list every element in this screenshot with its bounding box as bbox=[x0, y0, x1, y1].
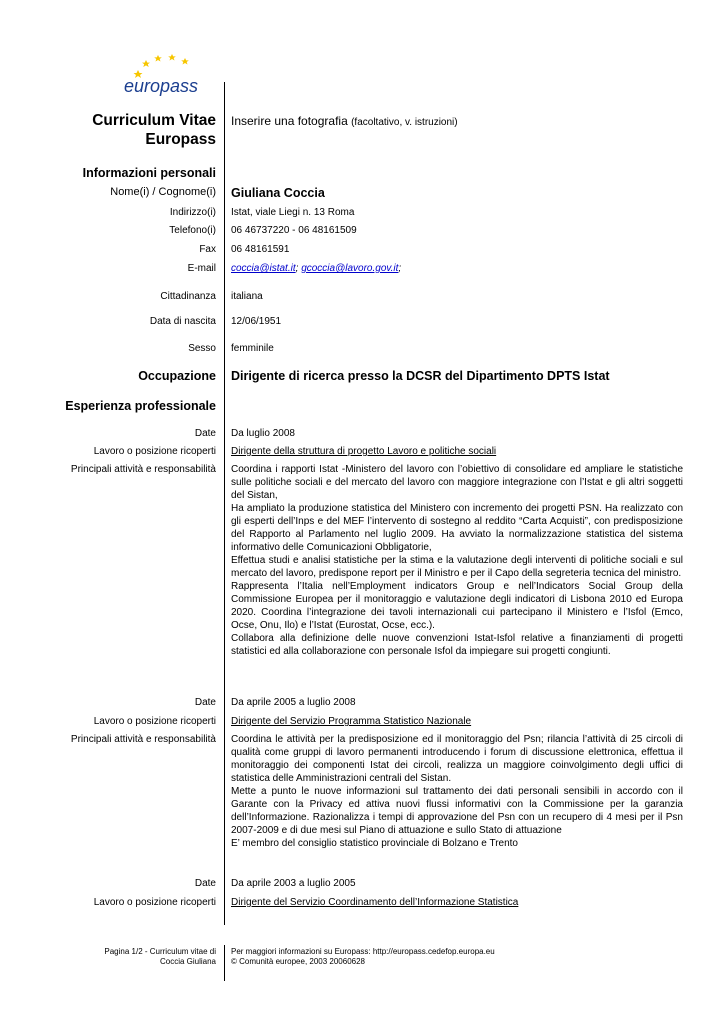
job-activities-label: Principali attività e responsabilità bbox=[70, 464, 216, 475]
footer-divider bbox=[224, 945, 225, 981]
section-work-experience: Esperienza professionale bbox=[65, 399, 216, 413]
activity-paragraph: Coordina i rapporti Istat -Ministero del lavoro con l’obiettivo di consolidare ed ampliare le statistiche sulle politiche sociali e del mercato del lavoro con maggiore integrazione con l’Istat e gli altri soggetti del Sistan, bbox=[231, 464, 683, 501]
vertical-divider bbox=[224, 82, 225, 925]
occupation-value: Dirigente di ricerca presso la DCSR del Dipartimento DPTS Istat bbox=[231, 369, 610, 383]
job-position: Dirigente della struttura di progetto Lavoro e politiche sociali bbox=[231, 446, 497, 457]
email-link-lavoro[interactable]: gcoccia@lavoro.gov.it bbox=[301, 263, 399, 274]
address-label: Indirizzo(i) bbox=[169, 207, 216, 218]
email-end: ; bbox=[398, 263, 402, 274]
job-position: Dirigente del Servizio Coordinamento dell’Informazione Statistica bbox=[231, 897, 519, 908]
job-position-label: Lavoro o posizione ricoperti bbox=[93, 716, 216, 727]
citizenship-label: Cittadinanza bbox=[160, 291, 216, 302]
svg-text:europass: europass bbox=[124, 76, 199, 96]
job-activities bbox=[231, 733, 683, 850]
job-date-label: Date bbox=[194, 697, 216, 708]
photo-placeholder bbox=[231, 113, 683, 131]
job-date-label: Date bbox=[194, 428, 216, 439]
sex-value: femminile bbox=[231, 343, 274, 354]
cv-title-line2: Europass bbox=[145, 131, 216, 148]
job-date-label: Date bbox=[194, 878, 216, 889]
activity-paragraph: Effettua studi e analisi statistiche per la stima e la valutazione degli interventi di politiche sociali e sul mercato del lavoro, predispone report per il Ministro e per il Capo della segreteria tecnica del ministro. bbox=[231, 555, 683, 579]
name-value: Giuliana Coccia bbox=[231, 186, 325, 200]
address-value: Istat, viale Liegi n. 13 Roma bbox=[231, 207, 355, 218]
phone-label: Telefono(i) bbox=[169, 225, 216, 236]
activity-paragraph: Rappresenta l’Italia nell’Employment indicators Group e nell’Indicators Social Group della Commissione Europea per il monitoraggio e valutazione degli indicatori di Lisbona 2010 ed Europa 2020. Coordina l’integrazione dei tavoli internazionali cui partecipano il Ministero e l’Isfol (Emco, Ocse, Onu, Ilo) e l’Istat (Eurostat, Ocse, ecc.). bbox=[231, 581, 683, 631]
birth-date-value: 12/06/1951 bbox=[231, 316, 282, 327]
sex-label: Sesso bbox=[188, 343, 216, 354]
footer-europass-info bbox=[231, 947, 683, 967]
footer-page-line2: Coccia Giuliana bbox=[159, 957, 216, 966]
job-position-label: Lavoro o posizione ricoperti bbox=[93, 446, 216, 457]
activity-paragraph: Ha ampliato la produzione statistica del Ministero con incremento dei progetti PSN. Ha realizzato con gli esperti dell’Inps e del MEF l’intervento di sostegno al reddito “Carta Acquisti”, con predisposizione del Rapporto al Parlamento nel luglio 2009. Ha avviato la normalizzazione statistica del sistema informativo delle Comunicazioni Obbligatorie, bbox=[231, 503, 683, 553]
phone-value: 06 46737220 - 06 48161509 bbox=[231, 225, 357, 236]
job-date: Da aprile 2003 a luglio 2005 bbox=[231, 878, 356, 889]
email-value bbox=[231, 262, 683, 275]
job-activities bbox=[231, 463, 683, 658]
job-activities-label: Principali attività e responsabilità bbox=[70, 734, 216, 745]
activity-paragraph: Collabora alla definizione delle nuove convenzioni Istat-Isfol relative a finanziamenti di progetti statistici ed alla collaborazione con personale Isfol da impiegare sui progetti congiunti. bbox=[231, 633, 683, 657]
job-date: Da luglio 2008 bbox=[231, 428, 295, 439]
name-label: Nome(i) / Cognome(i) bbox=[110, 186, 216, 198]
footer-page-info bbox=[104, 947, 216, 967]
occupation-label: Occupazione bbox=[138, 369, 216, 383]
job-date: Da aprile 2005 a luglio 2008 bbox=[231, 697, 356, 708]
activity-paragraph: Coordina le attività per la predisposizione ed il monitoraggio del Psn; rilancia l’attività di 25 circoli di qualità come gruppi di lavoro permanenti introducendo i forum di discussione elettronica, effettua il monitoraggio dei componenti Istat dei circoli, realizza un maggiore coinvolgimento degli uffici di statistica delle Amministrazioni centrali del Sistan. bbox=[231, 734, 683, 784]
footer-europass-line1: Per maggiori informazioni su Europass: http://europass.cedefop.europa.eu bbox=[231, 947, 495, 956]
email-separator: ; bbox=[295, 263, 302, 274]
activity-paragraph: E’ membro del consiglio statistico provinciale di Bolzano e Trento bbox=[231, 838, 518, 849]
email-link-istat[interactable]: coccia@istat.it bbox=[231, 263, 296, 274]
birth-date-label: Data di nascita bbox=[149, 316, 216, 327]
cv-title-line1: Curriculum Vitae bbox=[92, 112, 216, 129]
activity-paragraph: Mette a punto le nuove informazioni sul trattamento dei dati personali sensibili in accordo con il Garante con la Privacy ed attiva nuovi flussi informativi con la Commissione per la garanzia dell’Informazione. Razionalizza i tempi di approvazione del Psn con un recupero di 4 mesi per il Psn 2007-2009 e di due mesi sul Piano di attuazione e sullo Stato di attuazione bbox=[231, 786, 683, 836]
europass-star-ring-icon bbox=[116, 50, 216, 100]
footer-copyright: © Comunità europee, 2003 20060628 bbox=[231, 957, 365, 966]
fax-value: 06 48161591 bbox=[231, 244, 290, 255]
email-label: E-mail bbox=[187, 263, 216, 274]
job-position-label: Lavoro o posizione ricoperti bbox=[93, 897, 216, 908]
photo-placeholder-text: Inserire una fotografia bbox=[231, 114, 348, 128]
job-position: Dirigente del Servizio Programma Statistico Nazionale bbox=[231, 716, 472, 727]
fax-label: Fax bbox=[199, 244, 216, 255]
photo-placeholder-note: (facoltativo, v. istruzioni) bbox=[351, 117, 458, 128]
section-personal-info: Informazioni personali bbox=[82, 166, 216, 180]
cv-title bbox=[92, 111, 216, 149]
footer-page-line1: Pagina 1/2 - Curriculum vitae di bbox=[104, 947, 216, 956]
citizenship-value: italiana bbox=[231, 291, 263, 302]
europass-logo bbox=[116, 50, 216, 100]
